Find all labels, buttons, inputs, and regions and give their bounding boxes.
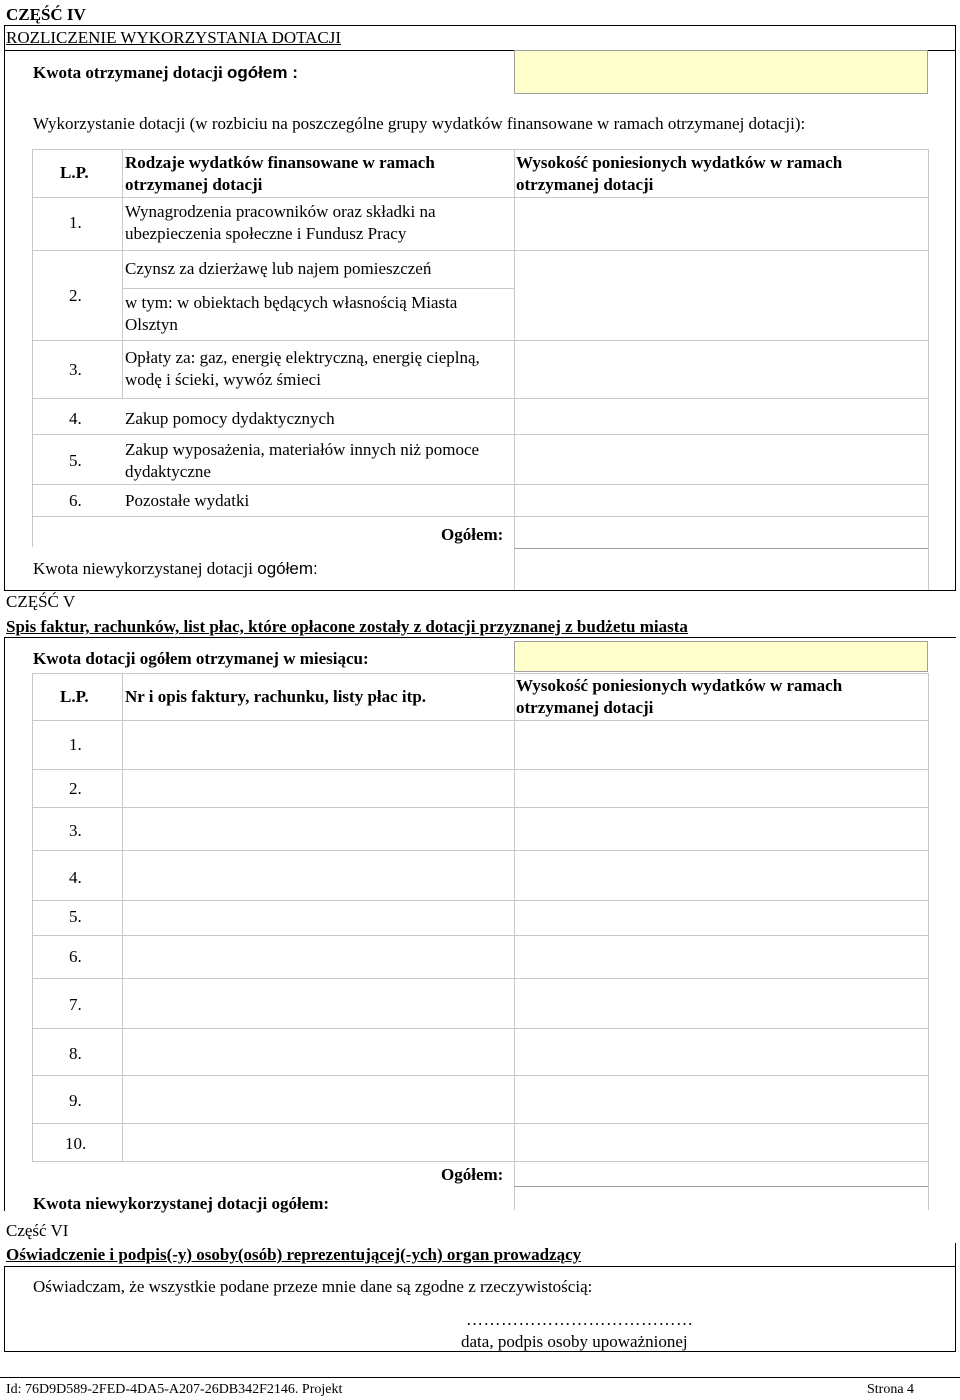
expense-row-5-lp: 5.: [69, 451, 82, 470]
invoice-row-lp: 6.: [69, 947, 82, 966]
expense-row-2-sub: w tym: w obiektach będących własnością Miasta Olsztyn: [125, 293, 458, 334]
expense-row-6-text: Pozostałe wydatki: [125, 491, 250, 510]
expense-row-1-lp: 1.: [69, 213, 82, 232]
signature-dots: …………………………………: [466, 1310, 694, 1329]
expense-row-4-lp: 4.: [69, 409, 82, 428]
received-label-text: Kwota otrzymanej dotacji: [33, 63, 228, 82]
invoice-row-lp: 9.: [69, 1091, 82, 1110]
received-label-ogolem: ogółem :: [227, 63, 298, 82]
expense-row-1-text: Wynagrodzenia pracowników oraz składki na ubezpieczenia społeczne i Fundusz Pracy: [125, 202, 436, 243]
part6-title: Oświadczenie i podpis(-y) osoby(osób) reprezentującej(-ych) organ prowadzący: [6, 1245, 582, 1264]
part6-heading: Część VI: [6, 1221, 69, 1240]
monthly-amount-field[interactable]: [514, 641, 928, 672]
expense-row-4-text: Zakup pomocy dydaktycznych: [125, 409, 335, 428]
invoice-total-label: Ogółem:: [441, 1165, 504, 1184]
expense-col-type: Rodzaje wydatków finansowane w ramach otrzymanej dotacji: [125, 153, 435, 194]
invoice-row-lp: 3.: [69, 821, 82, 840]
invoice-row-lp: 10.: [65, 1134, 87, 1153]
expense-row-2-lp: 2.: [69, 286, 82, 305]
unused-label-text: Kwota niewykorzystanej dotacji: [33, 559, 258, 578]
footer-page: Strona 4: [867, 1382, 915, 1397]
invoice-unused-label: Kwota niewykorzystanej dotacji ogółem:: [33, 1194, 330, 1213]
invoice-col-amount: Wysokość poniesionych wydatków w ramach otrzymanej dotacji: [516, 676, 843, 717]
invoice-col-lp: L.P.: [60, 687, 89, 706]
expense-row-5-text: Zakup wyposażenia, materiałów innych niż pomoce dydaktyczne: [125, 440, 480, 481]
invoice-col-desc: Nr i opis faktury, rachunku, listy płac itp.: [125, 687, 427, 706]
invoice-row-lp: 5.: [69, 907, 82, 926]
monthly-label: Kwota dotacji ogółem otrzymanej w miesiącu:: [33, 649, 369, 668]
invoice-row-lp: 4.: [69, 868, 82, 887]
unused-label: [33, 558, 318, 580]
signature-caption: data, podpis osoby upoważnionej: [461, 1332, 688, 1351]
expense-total-label: Ogółem:: [441, 525, 504, 544]
expense-row-3-lp: 3.: [69, 360, 82, 379]
invoice-row-lp: 1.: [69, 735, 82, 754]
invoice-row-lp: 2.: [69, 779, 82, 798]
expense-row-6-lp: 6.: [69, 491, 82, 510]
expense-row-2-text: Czynsz za dzierżawę lub najem pomieszczeń: [125, 259, 432, 278]
received-label: [33, 62, 298, 84]
usage-text: Wykorzystanie dotacji (w rozbiciu na poszczególne grupy wydatków finansowane w ramach otrzymanej dotacji):: [33, 114, 806, 133]
expense-col-lp: L.P.: [60, 163, 89, 182]
received-amount-field[interactable]: [514, 50, 928, 94]
footer-id: Id: 76D9D589-2FED-4DA5-A207-26DB342F2146. Projekt: [6, 1382, 343, 1397]
unused-label-ogolem: ogółem:: [257, 559, 318, 578]
part5-heading: CZĘŚĆ V: [6, 592, 76, 611]
expense-row-3-text: Opłaty za: gaz, energię elektryczną, energię cieplną, wodę i ścieki, wywóz śmieci: [125, 348, 480, 389]
part4-title: ROZLICZENIE WYKORZYSTANIA DOTACJI: [6, 28, 342, 47]
part4-heading: CZĘŚĆ IV: [6, 5, 86, 24]
expense-col-amount: Wysokość poniesionych wydatków w ramach otrzymanej dotacji: [516, 153, 843, 194]
part6-statement: Oświadczam, że wszystkie podane przeze mnie dane są zgodne z rzeczywistością:: [33, 1277, 593, 1296]
invoice-row-lp: 8.: [69, 1044, 82, 1063]
part5-title: Spis faktur, rachunków, list płac, które opłacone zostały z dotacji przyznanej z budżetu miasta: [6, 617, 688, 636]
invoice-row-lp: 7.: [69, 995, 82, 1014]
